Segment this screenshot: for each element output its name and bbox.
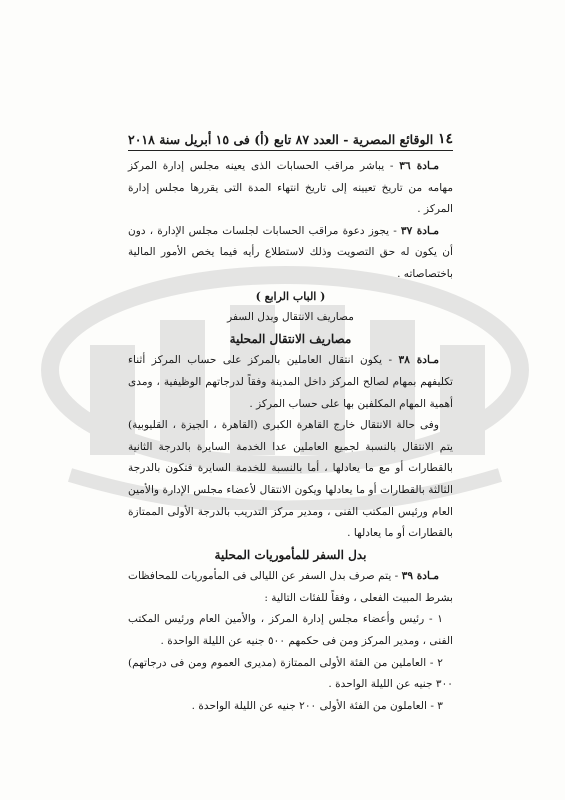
article-text: - يجوز دعوة مراقب الحسابات لجلسات مجلس الإدارة ، دون أن يكون له حق التصويت وذلك لاستطلاع رأيه فيما يخص الأمور المالية باختصاصاته . [128, 224, 453, 280]
article-label: مـادة ٣٧ [400, 224, 439, 237]
article-38 [128, 350, 453, 415]
article-label: مـادة ٣٦ [399, 160, 439, 172]
section-title-travel-allowance: بدل السفر للمأموريات المحلية [214, 547, 367, 562]
article-text: - يباشر مراقب الحسابات الذى يعينه مجلس إدارة المركز مهامه من تاريخ تعيينه إلى تاريخ انتهاء المدة التى يقررها مجلس إدارة المركز . [128, 160, 453, 216]
page-body [128, 156, 453, 717]
chapter-title: ( الباب الرابع ) [255, 289, 326, 303]
article-38-paragraph-2: وفى حالة الانتقال خارج القاهرة الكبرى (القاهرة ، الجيزة ، القليوبية) يتم الانتقال بالنسبة لجميع العاملين عدا الخدمة السايرة بالدرجة الثانية بالقطارات أو مع ما يعادلها ، أما بالنسبة للخدمة السايرة فتكون بالدرجة الثالثة بالقطارات أو ما يعادلها ويكون الانتقال لأعضاء مجلس الإدارة والأمين العام ورئيس المكتب الفنى ، ومدير مركز التدريب بالدرجة الأولى الممتازة بالقطارات أو ما يعادلها . [128, 419, 453, 540]
header-rule [128, 150, 453, 151]
article-36 [128, 156, 453, 221]
article-text: - يتم صرف بدل السفر عن الليالى فى المأموريات للمحافظات بشرط المبيت الفعلى ، وفقاً للفئات التالية : [128, 570, 453, 604]
section-title-local-transport: مصاريف الانتقال المحلية [229, 331, 352, 346]
gazette-title: الوقائع المصرية - العدد ٨٧ تابع (أ) فى ١٥ أبريل سنة ٢٠١٨ [128, 132, 434, 147]
article-39 [128, 566, 453, 609]
article-label: مـادة ٣٨ [398, 354, 439, 367]
list-item: ١ - رئيس وأعضاء مجلس إدارة المركز ، والأمين العام ورئيس المكتب الفنى ، ومدير المركز ومن فى حكمهم ٥٠٠ جنيه عن الليلة الواحدة . [128, 613, 453, 648]
article-label: مـادة ٣٩ [401, 570, 440, 583]
article-37 [128, 221, 453, 286]
article-text: - يكون انتقال العاملين بالمركز على حساب المركز أثناء تكليفهم بمهام لصالح المركز داخل المدينة وفقاً لدرجاتهم الوظيفية ، ومدى أهمية المهام المكلفين بها على حساب المركز . [128, 354, 453, 410]
chapter-subtitle: مصاريف الانتقال وبدل السفر [227, 311, 354, 324]
running-header [128, 125, 453, 147]
list-item: ٢ - العاملين من الفئة الأولى الممتازة (مديرى العموم ومن فى درجاتهم) ٣٠٠ جنيه عن الليلة الواحدة . [128, 656, 453, 691]
list-item: ٣ - العاملون من الفئة الأولى ٢٠٠ جنيه عن الليلة الواحدة . [191, 699, 443, 712]
page-number: ١٤ [437, 131, 453, 147]
